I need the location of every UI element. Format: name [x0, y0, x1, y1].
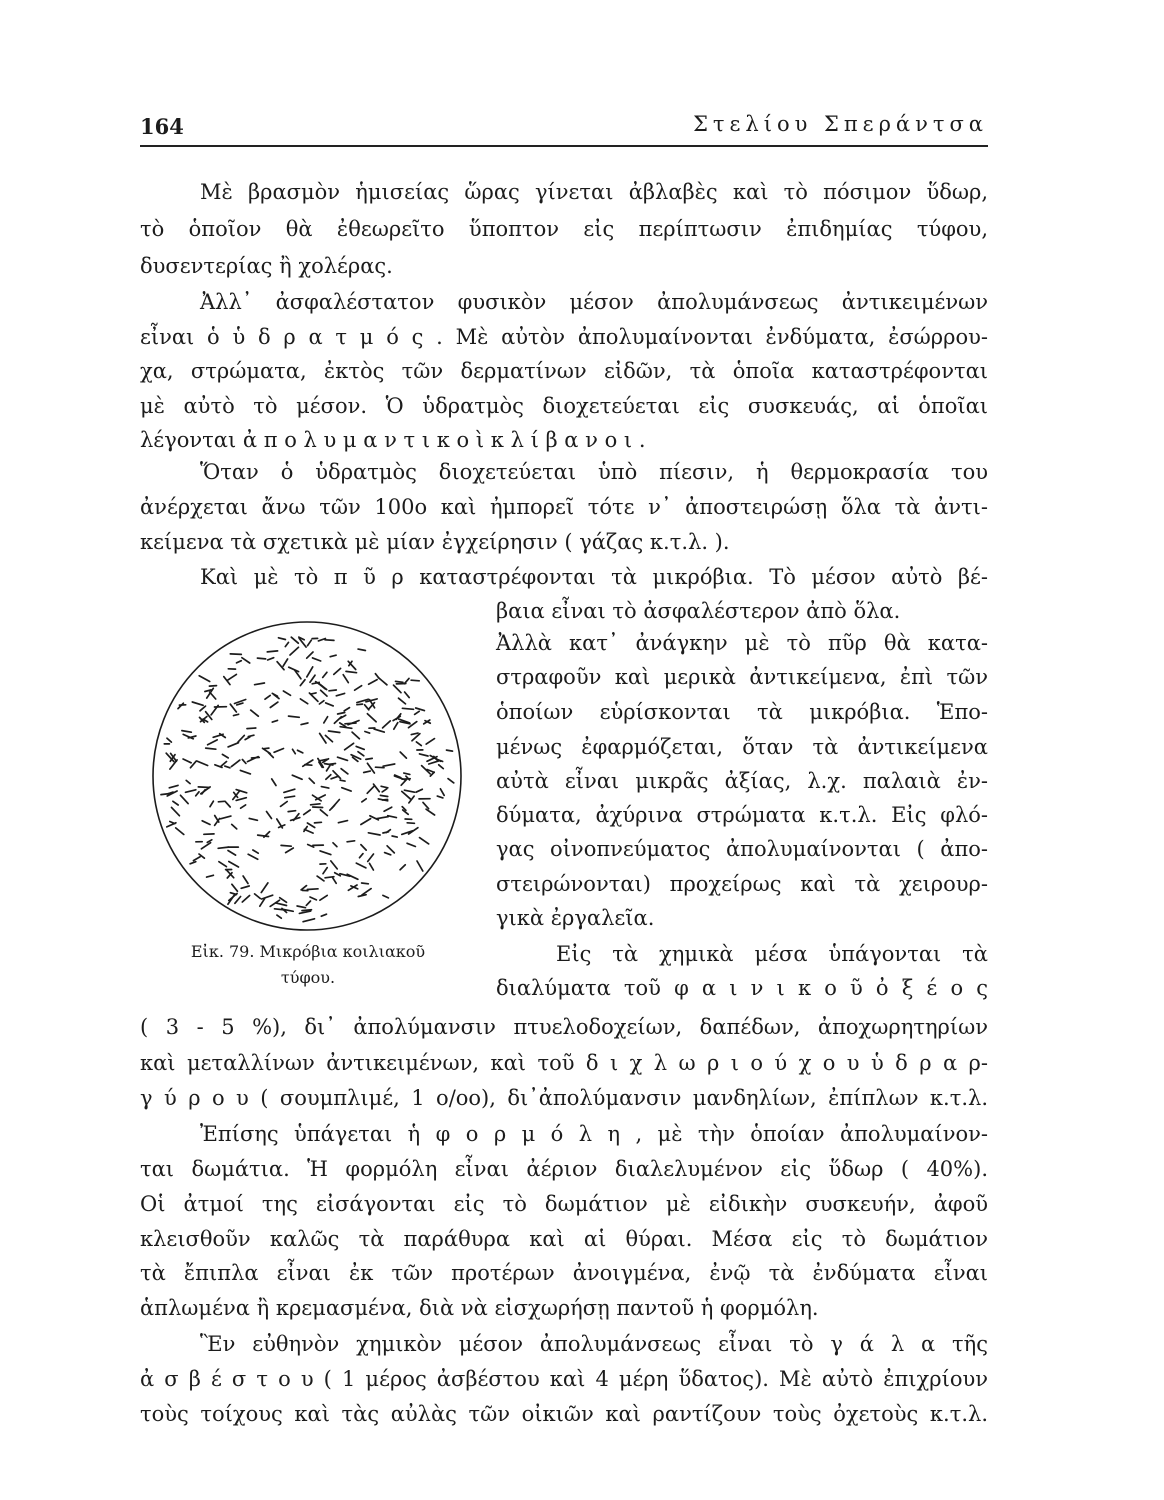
- bacillus: [338, 713, 345, 715]
- bacillus: [199, 676, 210, 682]
- bacillus: [301, 723, 308, 725]
- bacillus: [325, 640, 334, 641]
- bacillus: [417, 861, 423, 871]
- text-line: δύματα, ἀχύρινα στρώματα κ.τ.λ. Εἰς φλό-: [496, 803, 988, 827]
- text-line: εἶναι ὁ ὑ δ ρ α τ μ ό ς . Μὲ αὐτὸν ἀπολυμαίνονται ἐνδύματα, ἐσώρρου-: [140, 325, 988, 349]
- bacillus: [334, 668, 341, 674]
- bacillus: [320, 895, 327, 900]
- bacillus: [232, 884, 238, 891]
- bacillus: [347, 841, 355, 842]
- bacillus: [241, 805, 246, 808]
- bacillus: [237, 661, 242, 663]
- bacillus: [285, 796, 295, 798]
- bacillus: [336, 693, 344, 695]
- bacillus: [219, 862, 227, 867]
- bacillus: [304, 810, 311, 815]
- bacillus: [167, 738, 171, 742]
- bacillus: [383, 721, 391, 728]
- bacillus: [420, 754, 429, 756]
- figure-caption: Εἰκ. 79. Μικρόβια κοιλιακοῦ: [190, 942, 426, 961]
- bacillus: [242, 760, 246, 764]
- bacillus: [208, 740, 218, 745]
- bacillus: [374, 729, 384, 732]
- text-line: Ἓν εὐθηνὸν χημικὸν μέσον ἀπολυμάνσεως εἶναι τὸ γ ά λ α τῆς: [200, 1332, 988, 1356]
- bacillus: [327, 766, 330, 771]
- bacillus: [283, 691, 290, 695]
- bacillus: [426, 809, 435, 815]
- bacillus: [341, 769, 348, 774]
- bacillus: [202, 821, 210, 825]
- bacillus: [221, 762, 226, 767]
- bacillus: [321, 690, 327, 696]
- bacillus: [447, 750, 453, 751]
- text-line: ἁπλωμένα ἢ κρεμασμένα, διὰ νὰ εἰσχωρήσῃ παντοῦ ἡ φορμόλη.: [140, 1296, 819, 1320]
- bacillus: [207, 875, 214, 877]
- bacillus: [343, 675, 348, 683]
- text-line: τὰ ἔπιπλα εἶναι ἐκ τῶν προτέρων ἀνοιγμένα, ἐνῷ τὰ ἐνδύματα εἶναι: [140, 1261, 988, 1285]
- bacillus: [426, 739, 434, 745]
- text-line: μένως ἐφαρμόζεται, ὅταν τὰ ἀντικείμενα: [496, 735, 988, 759]
- bacillus: [176, 828, 184, 835]
- bacillus: [225, 801, 230, 807]
- bacillus: [361, 845, 366, 851]
- bacillus: [384, 807, 392, 811]
- bacillus: [344, 708, 349, 711]
- bacillus: [321, 787, 328, 789]
- bacillus: [366, 758, 372, 759]
- text-line: γικὰ ἐργαλεῖα.: [496, 906, 655, 930]
- bacillus: [300, 699, 307, 704]
- bacillus: [310, 897, 316, 900]
- bacillus: [380, 795, 387, 796]
- bacillus: [356, 863, 366, 868]
- bacillus: [416, 742, 421, 746]
- bacillus: [308, 640, 312, 646]
- header-rule: [140, 145, 988, 147]
- bacillus: [400, 865, 405, 870]
- bacilli-group: [161, 637, 454, 922]
- bacillus: [315, 822, 322, 823]
- text-line: Οἱ ἀτμοί της εἰσάγονται εἰς τὸ δωμάτιον μὲ εἰδικὴν συσκευήν, ἀφοῦ: [140, 1192, 988, 1216]
- text-line: ται δωμάτια. Ἡ φορμόλη εἶναι ἀέριον διαλελυμένον εἰς ὕδωρ ( 40%).: [140, 1157, 988, 1181]
- bacillus: [186, 780, 190, 783]
- typhoid-bacteria-figure: [148, 617, 466, 935]
- bacillus: [399, 698, 406, 704]
- bacillus: [320, 810, 327, 816]
- bacillus: [313, 807, 323, 808]
- bacillus: [415, 711, 420, 714]
- bacillus: [385, 853, 391, 855]
- bacillus: [284, 789, 295, 792]
- bacillus: [405, 692, 410, 698]
- text-line: αὐτὰ εἶναι μικρᾶς ἀξίας, λ.χ. παλαιὰ ἐν-: [496, 769, 988, 793]
- bacillus: [367, 714, 376, 722]
- bacillus: [222, 754, 228, 758]
- text-line: ὁποίων εὑρίσκονται τὰ μικρόβια. Ἑπο-: [496, 700, 988, 724]
- bacillus: [362, 889, 371, 895]
- bacillus: [268, 658, 274, 660]
- bacillus: [274, 749, 283, 753]
- bacillus: [317, 876, 324, 881]
- bacillus: [307, 889, 318, 890]
- bacillus: [360, 854, 364, 858]
- bacillus: [404, 790, 414, 792]
- bacillus: [383, 832, 389, 833]
- bacillus: [378, 678, 387, 685]
- bacillus: [369, 680, 378, 685]
- bacillus: [226, 870, 234, 878]
- bacillus: [234, 714, 239, 715]
- bacillus: [325, 735, 332, 741]
- bacillus: [319, 701, 324, 704]
- bacillus: [330, 655, 336, 657]
- bacillus: [167, 823, 176, 827]
- bacillus: [251, 710, 259, 716]
- bacillus: [200, 706, 206, 711]
- bacillus: [293, 749, 296, 753]
- bacillus: [289, 667, 299, 671]
- bacillus: [362, 799, 366, 802]
- bacillus: [277, 915, 281, 918]
- bacillus: [280, 898, 287, 903]
- bacillus: [257, 658, 265, 659]
- bacillus: [367, 786, 374, 793]
- bacillus: [210, 801, 213, 807]
- bacillus: [229, 862, 239, 868]
- bacillus: [173, 801, 178, 805]
- bacillus: [261, 883, 268, 893]
- bacillus: [237, 703, 243, 705]
- bacillus: [338, 821, 347, 823]
- bacillus: [299, 911, 310, 913]
- bacillus: [342, 788, 351, 791]
- bacillus: [320, 851, 331, 855]
- text-line: Ὅταν ὁ ὑδρατμὸς διοχετεύεται ὑπὸ πίεσιν, ἡ θερμοκρασία του: [200, 460, 988, 484]
- bacillus: [245, 737, 250, 740]
- text-line: Εἰς τὰ χημικὰ μέσα ὑπάγονται τὰ: [556, 942, 988, 966]
- text-line: τὸ ὁποῖον θὰ ἐθεωρεῖτο ὕποπτον εἰς περίπτωσιν ἐπιδημίας τύφου,: [140, 217, 988, 241]
- bacillus: [357, 704, 363, 705]
- bacillus: [362, 883, 369, 884]
- bacillus: [407, 823, 414, 824]
- bacillus: [333, 843, 337, 847]
- bacillus: [365, 732, 370, 734]
- bacillus: [376, 817, 388, 819]
- bacillus: [340, 780, 345, 781]
- bacillus: [411, 733, 418, 735]
- bacillus: [275, 909, 286, 910]
- text-line: δυσεντερίας ἢ χολέρας.: [140, 254, 393, 278]
- bacillus: [270, 702, 278, 707]
- bacillus: [305, 765, 312, 766]
- text-line: Καὶ μὲ τὸ π ῦ ρ καταστρέφονται τὰ μικρόβια. Τὸ μέσον αὐτὸ βέ-: [200, 565, 988, 589]
- bacillus: [285, 642, 288, 646]
- bacillus: [262, 895, 273, 899]
- bacillus: [265, 695, 270, 699]
- bacillus: [404, 773, 410, 774]
- page-header: [140, 108, 988, 148]
- bacillus: [307, 823, 314, 828]
- text-line: λέγονται ἀ π ο λ υ μ α ν τ ι κ ο ὶ κ λ ί β α ν ο ι .: [140, 428, 646, 452]
- bacillus: [272, 720, 277, 722]
- bacillus: [409, 796, 414, 803]
- bacillus: [186, 790, 196, 793]
- text-line: ἀνέρχεται ἄνω τῶν 100ο καὶ ἠμπορεῖ τότε ν᾽ ἀποστειρώσῃ ὅλα τὰ ἀντι-: [140, 495, 988, 519]
- bacillus: [228, 743, 238, 747]
- bacillus: [297, 906, 305, 908]
- text-line: γας οἰνοπνεύματος ἀπολυμαίνονται ( ἀπο-: [496, 837, 988, 861]
- bacillus: [218, 801, 224, 802]
- bacillus: [192, 702, 203, 705]
- bacillus: [440, 789, 444, 796]
- bacillus: [439, 765, 444, 769]
- bacillus: [235, 700, 246, 704]
- bacillus: [303, 919, 314, 922]
- bacillus: [396, 681, 403, 682]
- bacillus: [178, 703, 183, 708]
- bacillus: [318, 683, 327, 690]
- bacillus: [310, 675, 315, 682]
- bacillus: [307, 667, 313, 677]
- bacillus: [221, 816, 231, 819]
- text-line: κείμενα τὰ σχετικὰ μὲ μίαν ἐγχείρησιν ( γάζας κ.τ.λ. ).: [140, 530, 730, 554]
- text-line: γ ύ ρ ο υ ( σουμπλιμέ, 1 ο/οο), δι᾽ἀπολύμανσιν μανδηλίων, ἐπίπλων κ.τ.λ.: [140, 1086, 988, 1110]
- bacillus: [381, 786, 388, 788]
- bacillus: [365, 705, 369, 710]
- bacillus: [348, 721, 359, 725]
- text-line: μὲ αὐτὸ τὸ μέσον. Ὁ ὑδρατμὸς διοχετεύεται εἰς συσκευάς, αἱ ὁποῖαι: [140, 394, 988, 418]
- bacillus: [383, 764, 395, 766]
- bacillus: [230, 893, 236, 895]
- bacillus: [292, 775, 302, 779]
- bacillus: [196, 792, 199, 796]
- bacillus: [323, 868, 327, 874]
- bacillus: [279, 638, 286, 640]
- bacillus: [352, 732, 359, 739]
- bacillus: [289, 716, 300, 717]
- bacillus: [288, 811, 295, 812]
- page-number: 164: [140, 114, 184, 139]
- bacillus: [361, 819, 371, 825]
- bacillus: [309, 778, 314, 783]
- bacillus: [387, 846, 394, 853]
- bacillus: [340, 727, 352, 729]
- bacillus: [283, 659, 288, 666]
- microscope-field-circle: [153, 622, 461, 930]
- text-line: τοὺς τοίχους καὶ τὰς αὐλὰς τῶν οἰκιῶν καὶ ραντίζουν τοὺς ὀχετοὺς κ.τ.λ.: [140, 1402, 988, 1426]
- bacillus: [243, 876, 248, 884]
- bacillus: [394, 685, 402, 693]
- bacillus: [267, 812, 272, 819]
- bacillus: [364, 771, 371, 772]
- bacillus: [230, 654, 241, 655]
- bacillus: [301, 886, 306, 890]
- text-line: καὶ μεταλλίνων ἀντικειμένων, καὶ τοῦ δ ι χ λ ω ρ ι ο ύ χ ο υ ὑ δ ρ α ρ-: [140, 1051, 988, 1075]
- bacillus: [193, 857, 200, 861]
- bacillus: [169, 785, 178, 787]
- bacillus: [240, 770, 250, 774]
- bacillus: [183, 759, 191, 763]
- text-line: κλεισθοῦν καλῶς τὰ παράθυρα καὶ αἱ θύραι. Μέσα εἰς τὸ δωμάτιον: [140, 1227, 988, 1251]
- bacillus: [209, 686, 216, 687]
- bacillus: [286, 848, 294, 853]
- bacillus: [321, 914, 326, 916]
- bacillus: [420, 838, 429, 844]
- text-line: Ἀλλ᾽ ἀσφαλέστατον φυσικὸν μέσον ἀπολυμάνσεως ἀντικειμένων: [200, 290, 988, 314]
- bacillus: [416, 708, 425, 711]
- bacillus: [313, 658, 321, 661]
- bacillus: [281, 845, 291, 846]
- bacillus: [207, 840, 212, 843]
- bacillus: [356, 746, 364, 749]
- bacillus: [231, 760, 239, 767]
- bacillus: [238, 735, 244, 742]
- text-line: χα, στρώματα, ἐκτὸς τῶν δερματίνων εἰδῶν, τὰ ὁποῖα καταστρέφονται: [140, 359, 988, 383]
- bacillus: [358, 752, 364, 756]
- bacillus: [298, 750, 303, 753]
- bacillus: [325, 877, 334, 878]
- figure-caption-cont: τύφου.: [280, 968, 336, 987]
- bacillus: [255, 683, 265, 685]
- bacillus: [228, 851, 236, 856]
- bacillus: [311, 693, 316, 694]
- text-line: βαια εἶναι τὸ ἀσφαλέστερον ἀπὸ ὅλα.: [496, 599, 901, 623]
- bacillus: [376, 767, 385, 768]
- bacillus: [402, 708, 413, 709]
- bacillus: [331, 861, 337, 869]
- bacillus: [281, 802, 288, 807]
- bacillus: [355, 686, 362, 691]
- bacillus: [290, 647, 299, 655]
- bacillus: [206, 748, 216, 749]
- bacillus: [201, 843, 210, 849]
- bacillus: [230, 704, 236, 712]
- bacillus: [423, 802, 429, 808]
- bacillus: [241, 886, 249, 888]
- bacillus: [331, 776, 338, 779]
- bacillus: [235, 897, 241, 904]
- text-line: ( 3 - 5 %), δι᾽ ἀπολύμανσιν πτυελοδοχείων, δαπέδων, ἀποχωρητηρίων: [140, 1015, 988, 1039]
- bacillus: [333, 878, 337, 884]
- bacillus: [330, 805, 335, 810]
- bacillus: [345, 743, 354, 750]
- bacillus: [448, 779, 454, 783]
- bacillus: [404, 678, 409, 683]
- bacillus: [329, 731, 340, 733]
- bacillus: [232, 824, 237, 829]
- bacillus: [267, 651, 277, 652]
- bacillus: [172, 807, 180, 815]
- bacillus: [264, 748, 269, 749]
- text-line: διαλύματα τοῦ φ α ι ν ι κ ο ῦ ὀ ξ έ ο ς: [496, 976, 988, 1000]
- bacillus: [255, 894, 261, 899]
- bacillus: [338, 757, 348, 760]
- bacillus: [242, 658, 250, 663]
- bacillus: [368, 833, 380, 835]
- bacillus: [326, 703, 334, 706]
- bacillus: [358, 649, 365, 650]
- bacillus: [182, 731, 191, 733]
- bacillus: [276, 903, 287, 906]
- bacillus: [383, 895, 389, 898]
- text-line: στραφοῦν καὶ μερικὰ ἀντικείμενα, ἐπὶ τῶν: [496, 665, 988, 689]
- bacillus: [323, 672, 327, 677]
- bacillus: [227, 674, 236, 680]
- bacillus: [429, 761, 438, 764]
- bacillus: [346, 671, 357, 672]
- bacillus: [190, 862, 196, 864]
- bacillus: [224, 677, 230, 685]
- bacillus: [370, 863, 374, 870]
- bacillus: [218, 847, 228, 848]
- bacillus: [437, 796, 443, 798]
- bacillus: [392, 836, 397, 837]
- bacillus: [197, 761, 208, 766]
- bacillus: [291, 637, 298, 643]
- bacillus: [407, 843, 415, 846]
- bacillus: [247, 728, 256, 729]
- bacillus: [272, 779, 276, 786]
- bacillus: [400, 752, 406, 758]
- bacillus: [248, 854, 258, 859]
- bacillus: [374, 784, 380, 792]
- bacillus: [382, 789, 387, 792]
- text-line: Μὲ βρασμὸν ἡμισείας ὥρας γίνεται ἀβλαβὲς καὶ τὸ πόσιμον ὕδωρ,: [200, 180, 988, 204]
- bacillus: [279, 825, 285, 828]
- bacillus: [329, 690, 336, 691]
- bacillus: [260, 899, 265, 907]
- bacillus: [249, 818, 257, 820]
- bacillus: [394, 723, 398, 730]
- running-head: Στελίου Σπεράντσα: [693, 112, 988, 136]
- bacillus: [324, 717, 328, 723]
- bacillus: [181, 795, 189, 803]
- bacillus: [253, 850, 258, 853]
- bacillus: [311, 804, 320, 805]
- bacillus: [368, 854, 374, 862]
- text-line: στειρώνονται) προχείρως καὶ τὰ χειρουρ-: [496, 872, 988, 896]
- bacillus: [402, 791, 410, 798]
- bacillus: [416, 789, 422, 792]
- bacillus: [411, 680, 419, 681]
- bacillus: [300, 680, 305, 686]
- bacillus: [326, 775, 331, 780]
- bacillus: [225, 766, 230, 768]
- bacillus: [306, 901, 310, 905]
- bacillus: [242, 896, 249, 903]
- text-line: Ἐπίσης ὑπάγεται ἡ φ ο ρ μ ό λ η , μὲ τὴν ὁποίαν ἀπολυμαίνον-: [200, 1122, 988, 1146]
- bacillus: [198, 787, 209, 788]
- text-line: ἀ σ β έ σ τ ο υ ( 1 μέρος ἀσβέστου καὶ 4 μέρη ὕδατος). Μὲ αὐτὸ ἐπιχρίουν: [140, 1367, 988, 1391]
- text-line: Ἀλλὰ κατ᾽ ἀνάγκην μὲ τὸ πῦρ θὰ κατα-: [496, 631, 988, 655]
